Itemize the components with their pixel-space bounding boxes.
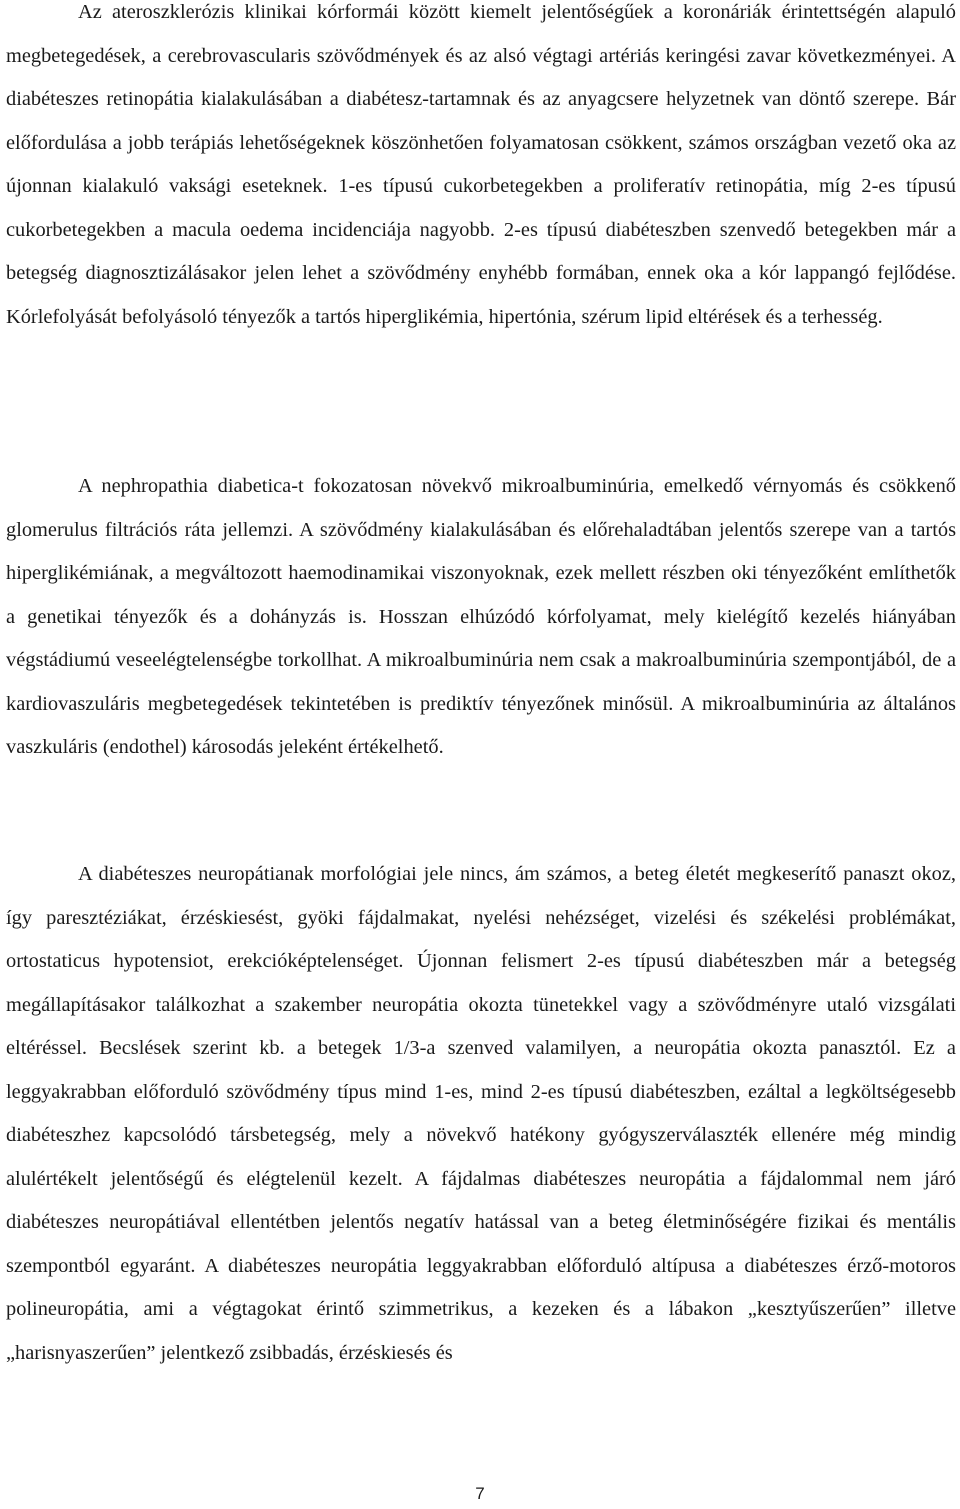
paragraph-retinopathy: Az ateroszklerózis klinikai kórformái között kiemelt jelentőségűek a koronáriák érintettségén alapuló megbetegedések, a cerebrovascularis szövődmények és az alsó végtagi artériás keringési zavar következményei. A diabéteszes retinopátia kialakulásában a diabétesz-tartamnak és az anyagcsere helyzetnek van döntő szerepe. Bár előfordulása a jobb terápiás lehetőségeknek köszönhetően folyamatosan csökkent, számos országban vezető oka az újonnan kialakuló vaksági eseteknek. 1-es típusú cukorbetegekben a proliferatív retinopátia, míg 2-es típusú cukorbetegekben a macula oedema incidenciája nagyobb. 2-es típusú diabéteszben szenvedő betegekben már a betegség diagnosztizálásakor jelen lehet a szövődmény enyhébb formában, ennek oka a kór lappangó fejlődése. Kórlefolyását befolyásoló tényezők a tartós hiperglikémia, hipertónia, szérum lipid eltérések és a terhesség. [6, 1, 956, 328]
page-number: 7 [475, 1484, 485, 1503]
paragraph-nephropathy: A nephropathia diabetica-t fokozatosan növekvő mikroalbuminúria, emelkedő vérnyomás és csökkenő glomerulus filtrációs ráta jellemzi. A szövődmény kialakulásában és előrehaladtában jelentős szerepe van a tartós hiperglikémiának, a megváltozott haemodinamikai viszonyoknak, ezek mellett részben oki tényezőként említhetők a genetikai tényezők és a dohányzás is. Hosszan elhúzódó kórfolyamat, mely kielégítő kezelés hiányában végstádiumú veseelégtelenségbe torkollhat. A mikroalbuminúria nem csak a makroalbuminúria szempontjából, de a kardiovaszuláris megbetegedések tekintetében is prediktív tényezőnek minősül. A mikroalbuminúria az általános vaszkuláris (endothel) károsodás jeleként értékelhető. [6, 475, 956, 758]
paragraph-neuropathy: A diabéteszes neuropátianak morfológiai jele nincs, ám számos, a beteg életét megkeserítő panaszt okoz, így paresztéziákat, érzéskiesést, gyöki fájdalmakat, nyelési nehézséget, vizelési és székelési problémákat, ortostaticus hypotensiot, erekcióképtelenséget. Újonnan felismert 2-es típusú diabéteszben már a betegség megállapításakor találkozhat a szakember neuropátia okozta tünetekkel vagy a szövődményre utaló vizsgálati eltéréssel. Becslések szerint kb. a betegek 1/3-a szenved valamilyen, a neuropátia okozta panasztól. Ez a leggyakrabban előforduló szövődmény típus mind 1-es, mind 2-es típusú diabéteszben, ezáltal a legköltségesebb diabéteszhez kapcsolódó társbetegség, mely a növekvő hatékony gyógyszerválaszték ellenére még mindig alulértékelt jelentőségű és elégtelenül kezelt. A fájdalmas diabéteszes neuropátia a fájdalommal nem járó diabéteszes neuropátiával ellentétben jelentős negatív hatással van a beteg életminőségére fizikai és mentális szempontból egyaránt. A diabéteszes neuropátia leggyakrabban előforduló altípusa a diabéteszes érző-motoros polineuropátia, ami a végtagokat érintő szimmetrikus, a kezeken és a lábakon „kesztyűszerűen” illetve „harisnyaszerűen” jelentkező zsibbadás, érzéskiesés és [6, 863, 956, 1364]
